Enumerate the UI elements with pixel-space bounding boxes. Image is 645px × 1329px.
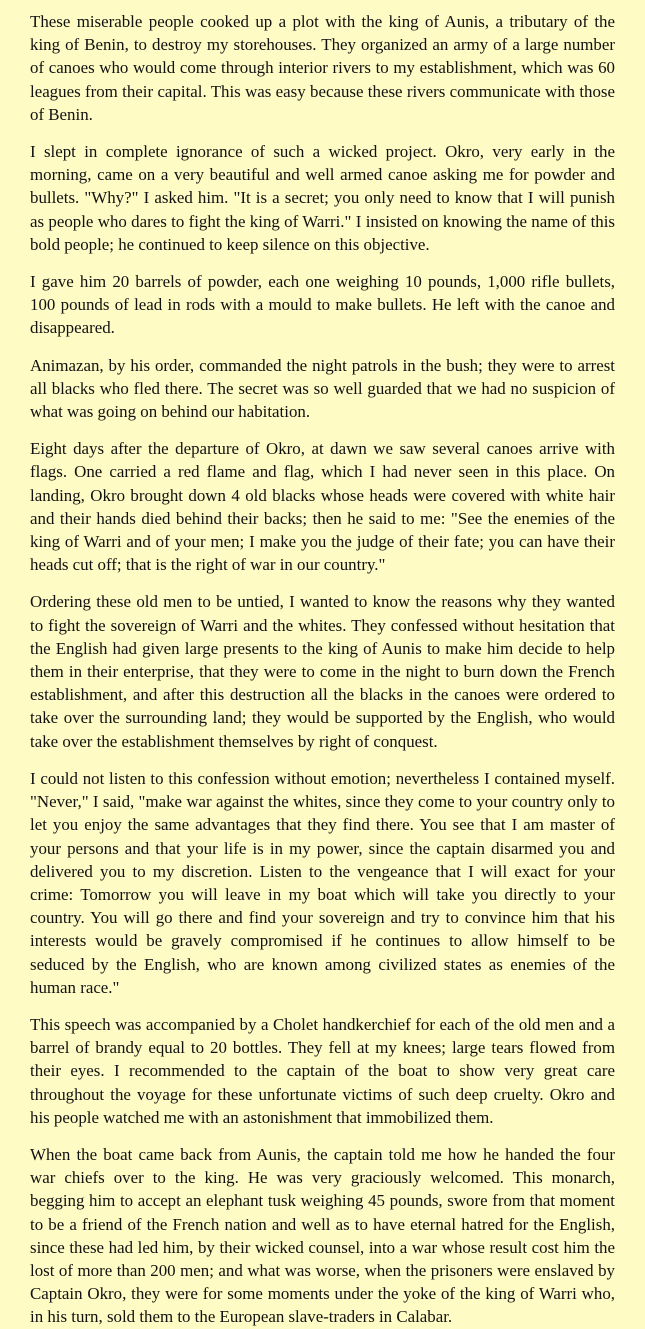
paragraph-canoes-arrive-with-flags: Eight days after the departure of Okro, at dawn we saw several canoes arrive with flags. One carried a red flame and flag, which I had never seen in this place. On landing, Okro brought down 4 old blacks whose heads were covered with white hair and their hands died behind their backs; then he said to me: "See the enemies of the king of Warri and of your men; I make you the judge of their fate; you can have their heads cut off; that is the right of war in our country.": [30, 439, 615, 575]
paragraph-old-men-untied: Ordering these old men to be untied, I wanted to know the reasons why they wanted to fight the sovereign of Warri and the whites. They confessed without hesitation that the English had given large presents to the king of Aunis to make him decide to help them in their enterprise, that they were to come in the night to burn down the French establishment, and after this destruction all the blacks in the canoes were ordered to take over the surrounding land; they would be supported by the English, who would take over the establishment themselves by right of conquest.: [30, 592, 615, 751]
paragraph-cholet-handkerchief: This speech was accompanied by a Cholet handkerchief for each of the old men and a barrel of brandy equal to 20 bottles. They fell at my knees; large tears flowed from their eyes. I recommended to the captain of the boat to show very great care throughout the voyage for these unfortunate victims of such deep cruelty. Okro and his people watched me with an astonishment that immobilized them.: [30, 1014, 615, 1127]
paragraph-okro-asks-for-powder: I slept in complete ignorance of such a wicked project. Okro, very early in the morning, came on a very beautiful and well armed canoe asking me for powder and bullets. "Why?" I asked him. "It is a secret; you only need to know that I will punish as people who dares to fight the king of Warri." I insisted on knowing the name of this bold people; he continued to keep silence on this objective.: [30, 142, 615, 254]
paragraph-animazan-night-patrols: Animazan, by his order, commanded the night patrols in the bush; they were to arrest all blacks who fled there. The secret was so well guarded that we had no suspicion of what was going on behind our habitation.: [30, 355, 615, 422]
paragraph-barrels-of-powder: I gave him 20 barrels of powder, each one weighing 10 pounds, 1,000 rifle bullets, 100 pounds of lead in rods with a mould to make bullets. He left with the canoe and disappeared.: [30, 272, 615, 338]
paragraph-boat-returns-from-aunis: When the boat came back from Aunis, the captain told me how he handed the four war chiefs over to the king. He was very graciously welcomed. This monarch, begging him to accept an elephant tusk weighing 45 pounds, swore from that moment to be a friend of the French nation and well as to have eternal hatred for the English, since these had led him, by their wicked counsel, into a war whose result cost him the lost of more than 200 men; and what was worse, when the prisoners were enslaved by Captain Okro, they were for some moments under the yoke of the king of Warri who, in his turn, sold them to the European slave-traders in Calabar.: [30, 1144, 615, 1327]
paragraph-speech-to-old-men: I could not listen to this confession without emotion; nevertheless I contained myself. "Never," I said, "make war against the whites, since they come to your country only to let you enjoy the same advantages that they find there. You see that I am master of your persons and that your life is in my power, since the captain disarmed you and delivered you to my discretion. Listen to the vengeance that I will exact for your crime: Tomorrow you will leave in my boat which will take you directly to your country. You will go there and find your sovereign and try to convince him that his interests would be gravely compromised if he continues to allow himself to be seduced by the English, who are known among civilized states as enemies of the human race.": [30, 768, 615, 997]
paragraph-plot-with-king-of-aunis: These miserable people cooked up a plot with the king of Aunis, a tributary of the king of Benin, to destroy my storehouses. They organized an army of a large number of canoes who would come through interior rivers to my establishment, which was 60 leagues from their capital. This was easy because these rivers communicate with those of Benin.: [30, 12, 615, 124]
